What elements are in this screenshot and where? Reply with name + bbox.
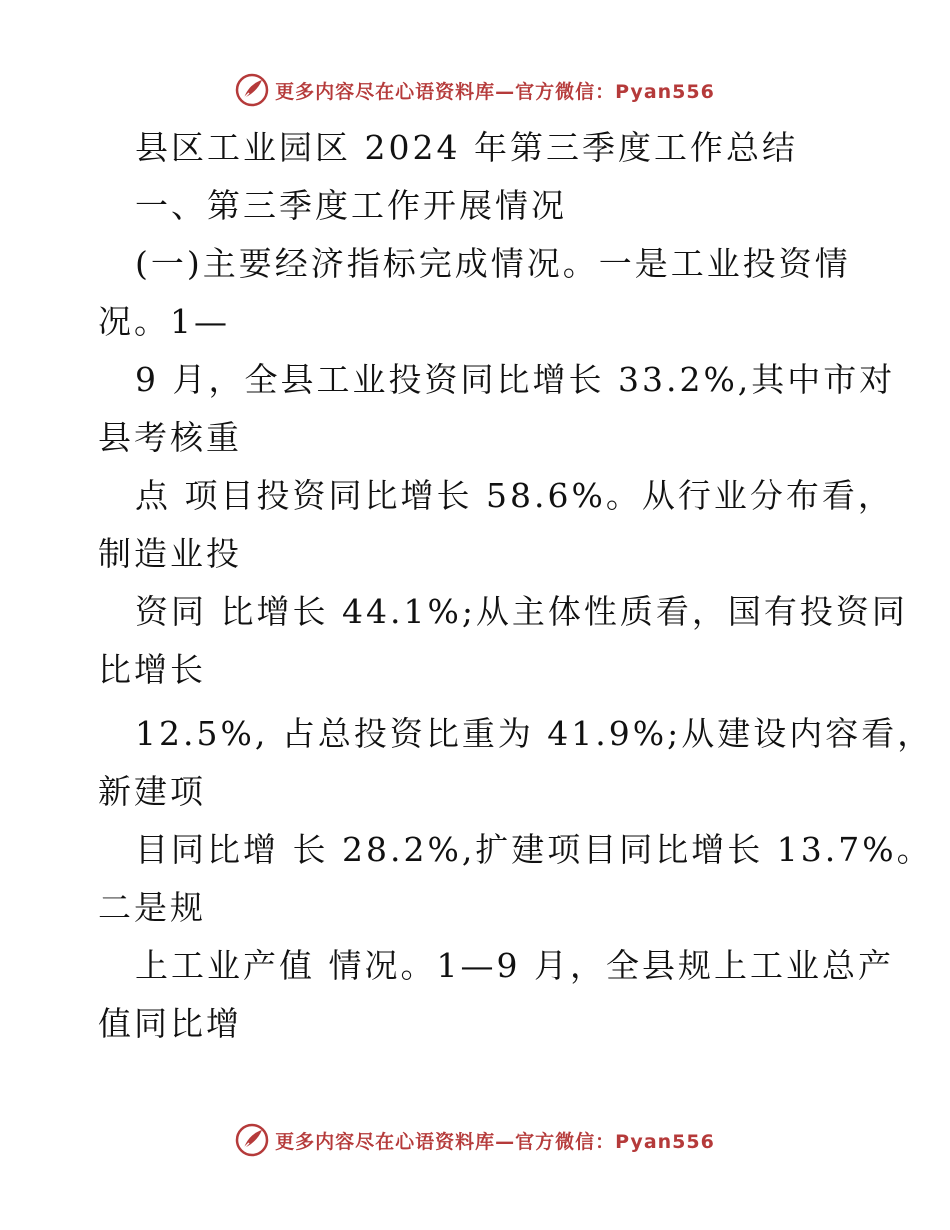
feather-pen-logo-icon (235, 73, 269, 107)
header-banner-text: 更多内容尽在心语资料库—官方微信：Pyan556 (275, 80, 715, 103)
doc-title: 县区工业园区 2024 年第三季度工作总结 (135, 128, 798, 167)
footer-banner-text: 更多内容尽在心语资料库—官方微信：Pyan556 (275, 1130, 715, 1153)
text-line: 制造业投 (98, 534, 242, 573)
text-line: 资同 比增长 44.1%;从主体性质看，国有投资同 (135, 592, 908, 631)
text-line: 9 月，全县工业投资同比增长 33.2%,其中市对 (135, 360, 896, 399)
text-line: 二是规 (98, 888, 206, 927)
text-line: 上工业产值 情况。1—9 月，全县规上工业总产 (135, 946, 894, 985)
text-line: 值同比增 (98, 1004, 242, 1043)
text-line: 新建项 (98, 772, 206, 811)
section-heading: 一、第三季度工作开展情况 (135, 186, 567, 225)
text-line: 况。1— (98, 302, 230, 341)
footer-banner (0, 1122, 950, 1158)
header-banner (0, 72, 950, 108)
text-line: 点 项目投资同比增长 58.6%。从行业分布看， (135, 476, 894, 515)
feather-pen-logo-icon (235, 1123, 269, 1157)
text-line: 目同比增 长 28.2%,扩建项目同比增长 13.7%。 (135, 830, 933, 869)
text-line: 12.5%, 占总投资比重为 41.9%;从建设内容看， (135, 714, 934, 753)
text-line: (一)主要经济指标完成情况。一是工业投资情 (135, 244, 851, 283)
text-line: 县考核重 (98, 418, 242, 457)
text-line: 比增长 (98, 650, 206, 689)
